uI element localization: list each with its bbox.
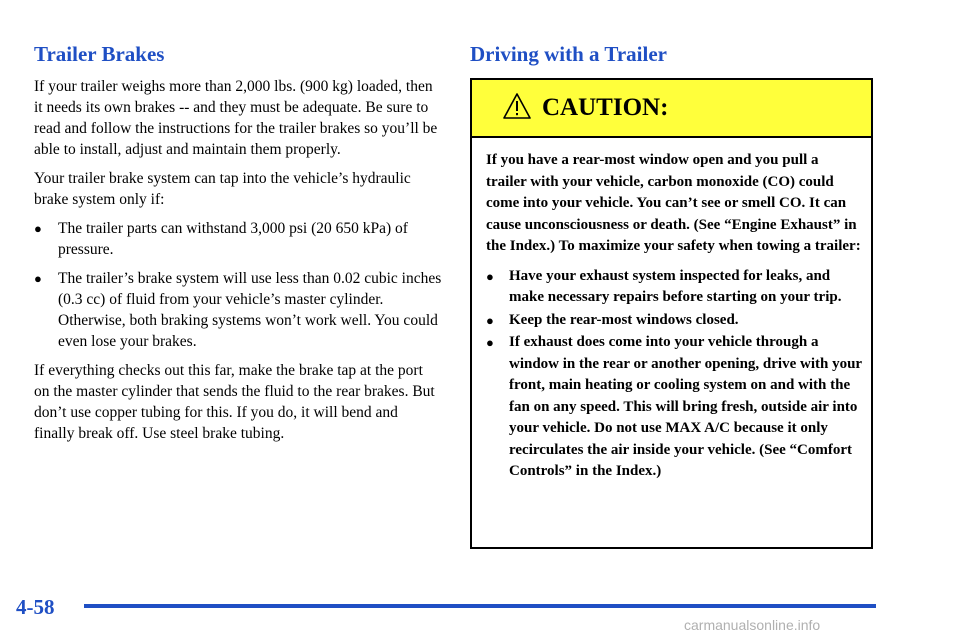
list-item — [34, 218, 442, 260]
paragraph: If your trailer weighs more than 2,000 lbs. (900 kg) loaded, then it needs its own brakes -- and they must be adequate. Be sure to read and follow the instructions for the trailer brakes so you’ll be able to install, adjust and maintain them properly. — [34, 78, 438, 158]
list-item-text: Have your exhaust system inspected for leaks, and make necessary repairs before starting on your trip. — [509, 267, 842, 305]
list-item-text: Keep the rear-most windows closed. — [509, 311, 739, 328]
caution-body — [486, 150, 862, 484]
caution-title: CAUTION: — [542, 94, 669, 121]
paragraph: Your trailer brake system can tap into the vehicle’s hydraulic brake system only if: — [34, 170, 411, 208]
paragraph: If everything checks out this far, make the brake tap at the port on the master cylinder that sends the fluid to the rear brakes. But don’t use copper tubing for this. If you do, it will bend and finally break off. Use steel brake tubing. — [34, 362, 435, 442]
bullet-icon: ● — [34, 271, 42, 286]
list-item — [486, 332, 862, 483]
caution-box — [470, 78, 873, 549]
section-heading-driving-with-trailer: Driving with a Trailer — [470, 42, 667, 66]
bullet-icon: ● — [486, 312, 494, 328]
list-item-text: If exhaust does come into your vehicle through a window in the rear or another opening, drive with your front, main heating or cooling system on and with the fan on any speed. This will bring fresh, outside air into your vehicle. Do not use MAX A/C because it only recirculates the air inside your vehicle. (See “Comfort Controls” in the Index.) — [509, 334, 862, 479]
list-item — [486, 310, 862, 332]
list-item — [34, 268, 442, 352]
warning-triangle-icon — [502, 92, 532, 120]
bullet-icon: ● — [34, 221, 42, 236]
caution-header — [472, 80, 871, 138]
footer-divider — [84, 604, 876, 608]
list-item-text: The trailer parts can withstand 3,000 psi (20 650 kPa) of pressure. — [58, 220, 408, 258]
section-heading-trailer-brakes: Trailer Brakes — [34, 42, 165, 66]
list-item — [486, 266, 862, 309]
caution-intro: If you have a rear-most window open and you pull a trailer with your vehicle, carbon monoxide (CO) could come into your vehicle. You can’t see or smell CO. It can cause unconsciousness or death. (See “Engine Exhaust” in the Index.) To maximize your safety when towing a trailer: — [486, 152, 861, 254]
bullet-icon: ● — [486, 268, 494, 284]
left-column — [34, 76, 442, 452]
watermark: carmanualsonline.info — [684, 617, 821, 633]
list-item-text: The trailer’s brake system will use less than 0.02 cubic inches (0.3 cc) of fluid from your vehicle’s master cylinder. Otherwise, both braking systems won’t work well. You could even lose your brakes. — [58, 270, 442, 350]
bullet-icon: ● — [486, 335, 494, 350]
page-number: 4-58 — [16, 595, 55, 619]
